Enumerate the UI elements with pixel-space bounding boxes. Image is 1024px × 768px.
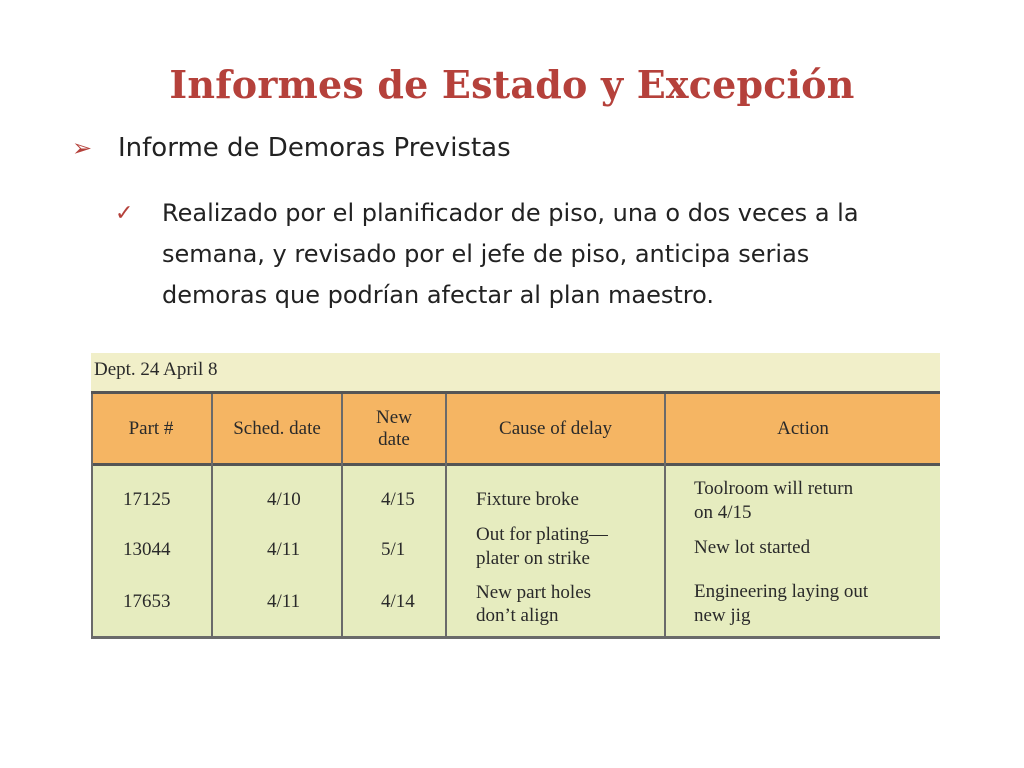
cell-action-cont: on 4/15 xyxy=(694,502,752,523)
checkmark-bullet-icon: ✓ xyxy=(115,201,134,226)
header-new-date-line1: New xyxy=(376,406,412,428)
arrow-bullet-icon: ➢ xyxy=(72,134,93,162)
header-part: Part # xyxy=(128,417,174,439)
bullet-level-2-text xyxy=(162,193,859,316)
cell-new: 4/14 xyxy=(381,591,415,612)
cell-cause: Out for plating— xyxy=(476,524,608,545)
cell-cause-cont: don’t align xyxy=(476,605,559,626)
slide-title: Informes de Estado y Excepción xyxy=(169,62,855,107)
bullet-line: demoras que podrían afectar al plan maestro. xyxy=(162,281,715,309)
cell-sched: 4/11 xyxy=(267,591,301,612)
bullet-level-2 xyxy=(115,193,975,316)
cell-action-cont: new jig xyxy=(694,605,751,626)
cell-cause: New part holes xyxy=(476,582,592,603)
cell-part: 13044 xyxy=(123,539,171,560)
cell-part: 17125 xyxy=(123,489,171,510)
delay-report-table xyxy=(91,353,940,639)
cell-sched: 4/10 xyxy=(267,489,301,510)
bullet-line: semana, y revisado por el jefe de piso, anticipa serias xyxy=(162,240,810,268)
cell-action: Toolroom will return xyxy=(694,478,854,499)
header-cause: Cause of delay xyxy=(499,417,612,439)
cell-new: 5/1 xyxy=(381,539,406,560)
cell-action: New lot started xyxy=(694,537,811,558)
divider xyxy=(91,463,940,466)
bullet-line: Realizado por el planificador de piso, una o dos veces a la xyxy=(162,199,859,227)
bullet-level-1-text: Informe de Demoras Previstas xyxy=(118,133,511,163)
header-sched-date: Sched. date xyxy=(233,417,321,439)
divider xyxy=(91,636,940,639)
cell-cause-cont: plater on strike xyxy=(476,548,590,569)
cell-action: Engineering laying out xyxy=(694,581,869,602)
table-caption: Dept. 24 April 8 xyxy=(91,353,940,391)
header-new-date-line2: date xyxy=(378,428,410,450)
cell-cause: Fixture broke xyxy=(476,489,579,510)
header-new-date xyxy=(343,394,445,463)
bullet-level-1 xyxy=(72,133,511,163)
header-action: Action xyxy=(777,417,829,439)
cell-new: 4/15 xyxy=(381,489,415,510)
cell-part: 17653 xyxy=(123,591,171,612)
cell-sched: 4/11 xyxy=(267,539,301,560)
